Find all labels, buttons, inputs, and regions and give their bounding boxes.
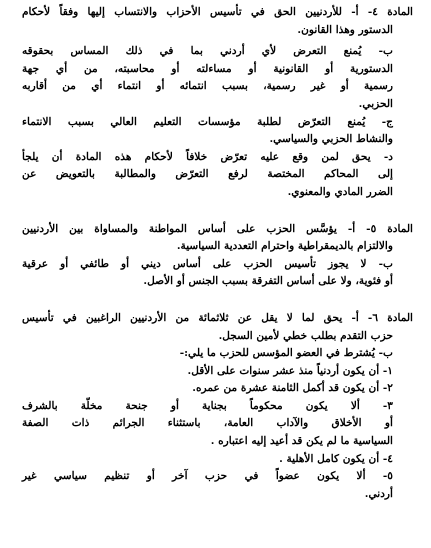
article-4-line: ج- يُمنع التعرّض لطلبة مؤسسات التعليم العالي بسبب الانتماء xyxy=(22,115,393,128)
article-6-line: ٥- ألا يكون عضواً في حزب آخر أو تنظيم سياسي غير xyxy=(22,470,393,483)
article-4-line: إلى المحاكم المختصة لرفع التعرّض والمطالبة بالتعويض عن xyxy=(22,168,393,181)
article-5-line: المادة ٥- أ- يؤسَّس الحزب على أساس المواطنة والمساواة بين الأردنيين xyxy=(22,222,413,235)
article-4-line: المادة ٤- أ- للأردنيين الحق في تأسيس الأحزاب والانتساب إليها وفقاً لأحكام xyxy=(22,6,413,18)
article-6-line: السياسية ما لم يكن قد أعيد إليه اعتباره . xyxy=(210,435,393,448)
article-4-line: ب- يُمنع التعرض لأي أردني بما في ذلك المساس بحقوقه xyxy=(22,45,393,58)
article-6-line: ٤- أن يكون كامل الأهلية . xyxy=(279,452,393,465)
article-4-line: الضرر المادي والمعنوي. xyxy=(287,185,393,198)
article-6-line: أردني. xyxy=(364,487,393,500)
article-4-line: الدستور وهذا القانون. xyxy=(297,23,393,36)
spacer xyxy=(22,202,413,221)
article-6-line: المادة ٦- أ- يحق لما لا يقل عن ثلاثمائة من الأردنيين الراغبين في تأسيس xyxy=(22,311,413,324)
article-6-line: ٢- أن يكون قد أكمل الثامنة عشرة من عمره. xyxy=(192,382,393,395)
article-6-line: أو الأخلاق والآداب العامة، باستثناء الجرائم ذات الصفة xyxy=(22,417,393,430)
article-5-line: ب- لا يجوز تأسيس الحزب على أساس ديني أو طائفي أو عرقية xyxy=(22,257,393,270)
article-5-line: أو فئوية، ولا على أساس التفرقة بسبب الجنس أو الأصل. xyxy=(143,275,393,288)
article-6-line: ١- أن يكون أردنياً منذ عشر سنوات على الأقل. xyxy=(187,364,393,377)
article-6-line: ٣- ألا يكون محكوماً بجناية أو جنحة مخلّة بالشرف xyxy=(22,399,393,412)
article-4-line: رسمية أو غير رسمية، بسبب انتمائه أو انتماء أي من أقاربه xyxy=(22,80,393,93)
article-4 xyxy=(22,4,413,202)
article-6 xyxy=(22,310,413,504)
article-4-line: الدستورية أو القانونية أو مساءلته أو محاسبته، من أي جهة xyxy=(22,62,393,75)
spacer xyxy=(22,291,413,310)
article-5 xyxy=(22,221,413,291)
article-6-line: حزب التقدم بطلب خطي لأمين السجل. xyxy=(218,329,393,342)
article-4-line: والنشاط الحزبي والسياسي. xyxy=(269,133,393,146)
article-6-line: ب- يُشترط في العضو المؤسس للحزب ما يلي:- xyxy=(179,347,393,360)
article-4-line: الحزبي. xyxy=(358,97,393,110)
article-5-line: والالتزام بالديمقراطية واحترام التعددية السياسية. xyxy=(176,240,393,253)
article-4-line: د- يحق لمن وقع عليه تعرّض خلافاً لأحكام هذه المادة أن يلجأ xyxy=(22,150,393,163)
